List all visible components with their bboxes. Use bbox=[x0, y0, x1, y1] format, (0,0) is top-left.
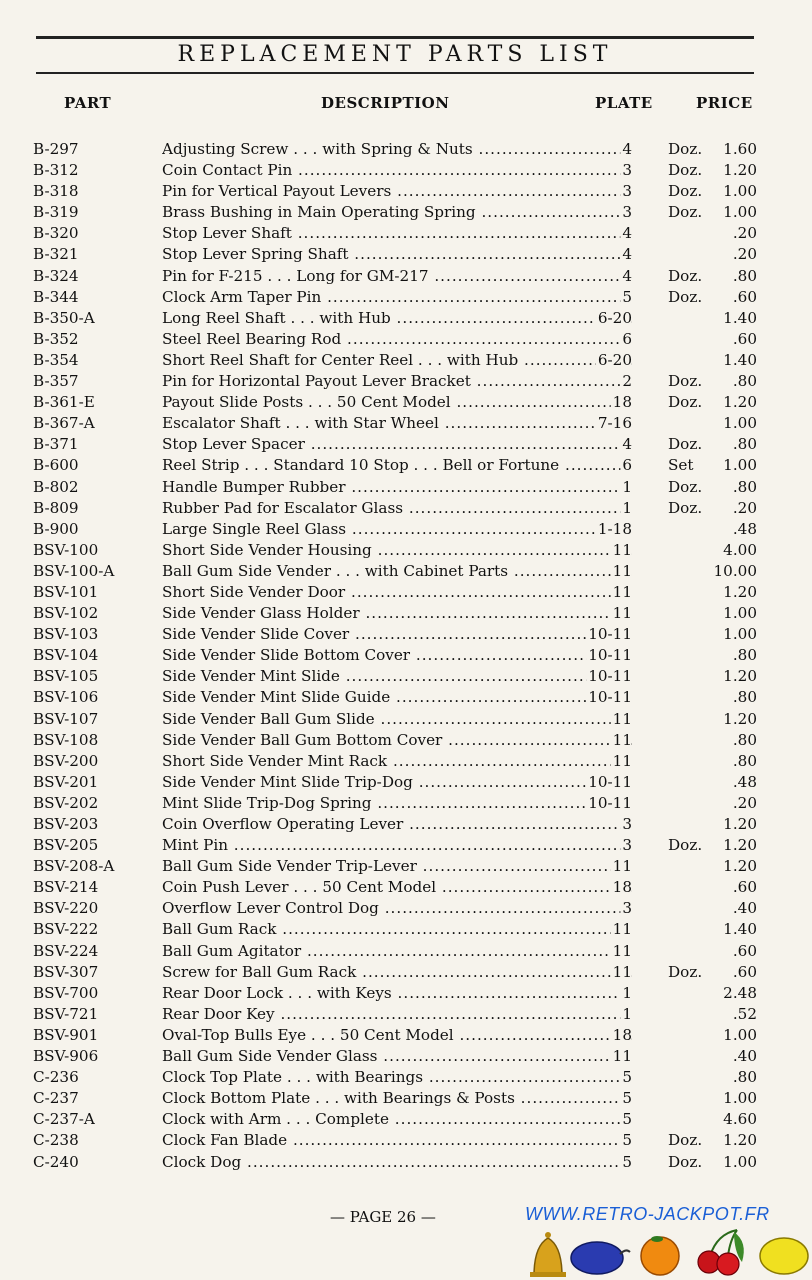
part-number: B-318 bbox=[33, 182, 79, 201]
part-description: Coin Push Lever . . . 50 Cent Model ..... bbox=[162, 877, 632, 898]
part-description: Stop Lever Shaft ..... bbox=[162, 223, 632, 244]
part-description: Short Side Vender Housing ..... bbox=[162, 540, 632, 561]
part-description: Pin for F-215 . . . Long for GM-217 ..... bbox=[162, 266, 632, 287]
part-price: 1.20 bbox=[723, 161, 757, 180]
part-number: BSV-104 bbox=[33, 646, 99, 665]
plate-number: 11 bbox=[611, 856, 632, 877]
part-price: 1.00 bbox=[723, 1025, 757, 1044]
table-row bbox=[0, 540, 812, 561]
part-description: Side Vender Ball Gum Slide ..... bbox=[162, 709, 632, 730]
price-unit: Doz. bbox=[668, 372, 703, 391]
table-row bbox=[0, 1109, 812, 1130]
part-description: Stop Lever Spacer ..... bbox=[162, 434, 632, 455]
part-price: 1.20 bbox=[723, 836, 757, 855]
part-number: B-371 bbox=[33, 435, 79, 454]
price-unit: Doz. bbox=[668, 962, 703, 981]
plate-number: 3 bbox=[620, 814, 632, 835]
part-number: BSV-901 bbox=[33, 1025, 99, 1044]
price-unit: Set bbox=[668, 456, 694, 475]
part-number: BSV-721 bbox=[33, 1004, 99, 1023]
table-row bbox=[0, 624, 812, 645]
part-price: 10.00 bbox=[713, 561, 757, 580]
part-description: Mint Slide Trip-Dog Spring ..... bbox=[162, 793, 632, 814]
table-row bbox=[0, 266, 812, 287]
part-number: C-238 bbox=[33, 1131, 79, 1150]
price-unit: Doz. bbox=[668, 182, 703, 201]
part-description: Side Vender Glass Holder ..... bbox=[162, 603, 632, 624]
part-price: 1.20 bbox=[723, 1131, 757, 1150]
part-number: C-240 bbox=[33, 1152, 79, 1171]
part-price: .52 bbox=[732, 1004, 757, 1023]
part-number: B-367-A bbox=[33, 414, 95, 433]
page-title: REPLACEMENT PARTS LIST bbox=[177, 42, 613, 67]
part-number: BSV-100-A bbox=[33, 561, 115, 580]
plate-number: 1 bbox=[620, 1004, 632, 1025]
part-number: BSV-203 bbox=[33, 815, 99, 833]
part-price: .40 bbox=[732, 1047, 757, 1066]
part-price: 1.00 bbox=[723, 414, 757, 433]
part-number: B-361-E bbox=[33, 393, 95, 412]
part-number: BSV-100 bbox=[33, 540, 99, 559]
slot-symbols-logo bbox=[512, 1226, 812, 1280]
table-row bbox=[0, 582, 812, 603]
table-row bbox=[0, 413, 812, 434]
part-description: Steel Reel Bearing Rod ..... bbox=[162, 329, 632, 350]
part-description: Mint Pin ..... bbox=[162, 835, 632, 856]
plate-number: 4 bbox=[620, 266, 632, 287]
part-price: 1.00 bbox=[723, 203, 757, 222]
table-row bbox=[0, 983, 812, 1004]
table-row bbox=[0, 730, 812, 751]
part-number: B-319 bbox=[33, 203, 79, 222]
plate-number: 4 bbox=[620, 223, 632, 244]
part-description: Adjusting Screw . . . with Spring & Nuts ..... bbox=[162, 139, 632, 160]
plate-number: 1 bbox=[620, 983, 632, 1004]
part-number: B-900 bbox=[33, 519, 79, 538]
part-description: Side Vender Mint Slide Guide ..... bbox=[162, 687, 632, 708]
price-unit: Doz. bbox=[668, 287, 703, 306]
table-row bbox=[0, 814, 812, 835]
plate-number: 18 bbox=[611, 392, 632, 413]
part-description: Coin Overflow Operating Lever ..... bbox=[162, 814, 632, 835]
part-price: .48 bbox=[732, 772, 757, 791]
part-number: B-324 bbox=[33, 266, 79, 285]
plum-icon bbox=[571, 1242, 630, 1274]
table-row bbox=[0, 603, 812, 624]
plate-number: 18 bbox=[611, 1025, 632, 1046]
part-description: Ball Gum Side Vender Glass ..... bbox=[162, 1046, 632, 1067]
part-number: BSV-105 bbox=[33, 667, 99, 686]
plate-number: 5 bbox=[620, 1152, 632, 1173]
table-row bbox=[0, 1046, 812, 1067]
part-number: BSV-102 bbox=[33, 604, 99, 623]
part-description: Overflow Lever Control Dog ..... bbox=[162, 898, 632, 919]
part-description: Rear Door Lock . . . with Keys ..... bbox=[162, 983, 632, 1004]
lemon-icon bbox=[760, 1238, 808, 1274]
table-row bbox=[0, 477, 812, 498]
table-row bbox=[0, 329, 812, 350]
price-unit: Doz. bbox=[668, 1131, 703, 1150]
part-description: Clock Top Plate . . . with Bearings ..... bbox=[162, 1067, 632, 1088]
table-row bbox=[0, 772, 812, 793]
table-row bbox=[0, 202, 812, 223]
part-price: .20 bbox=[732, 245, 757, 264]
part-price: .60 bbox=[732, 287, 757, 306]
plate-number: 10-11 bbox=[586, 645, 632, 666]
plate-number: 11 bbox=[611, 561, 632, 582]
part-price: 1.00 bbox=[723, 182, 757, 201]
table-row bbox=[0, 350, 812, 371]
plate-number: 6-20 bbox=[596, 350, 632, 371]
part-price: .20 bbox=[732, 498, 757, 517]
part-number: B-357 bbox=[33, 372, 79, 391]
table-row bbox=[0, 1130, 812, 1151]
table-row bbox=[0, 308, 812, 329]
part-number: BSV-107 bbox=[33, 709, 99, 728]
part-price: .40 bbox=[732, 899, 757, 918]
part-number: C-237 bbox=[33, 1089, 79, 1108]
part-number: B-320 bbox=[33, 224, 79, 243]
table-row bbox=[0, 1067, 812, 1088]
part-number: BSV-200 bbox=[33, 751, 99, 770]
column-header-description: DESCRIPTION bbox=[321, 94, 450, 112]
part-description: Clock Dog ..... bbox=[162, 1152, 632, 1173]
table-row bbox=[0, 392, 812, 413]
part-description: Long Reel Shaft . . . with Hub ..... bbox=[162, 308, 632, 329]
part-number: BSV-906 bbox=[33, 1047, 99, 1066]
part-price: .80 bbox=[732, 372, 757, 391]
part-price: 1.20 bbox=[723, 393, 757, 412]
table-row bbox=[0, 919, 812, 940]
part-description: Side Vender Slide Cover ..... bbox=[162, 624, 632, 645]
price-unit: Doz. bbox=[668, 266, 703, 285]
table-row bbox=[0, 287, 812, 308]
table-row bbox=[0, 223, 812, 244]
table-row bbox=[0, 835, 812, 856]
table-row bbox=[0, 455, 812, 476]
table-row bbox=[0, 160, 812, 181]
part-price: 1.20 bbox=[723, 857, 757, 876]
plate-number: 4 bbox=[620, 434, 632, 455]
price-unit: Doz. bbox=[668, 836, 703, 855]
part-price: .80 bbox=[732, 751, 757, 770]
price-unit: Doz. bbox=[668, 393, 703, 412]
part-price: 1.00 bbox=[723, 604, 757, 623]
table-row bbox=[0, 687, 812, 708]
part-number: BSV-106 bbox=[33, 688, 99, 707]
part-description: Side Vender Slide Bottom Cover ..... bbox=[162, 645, 632, 666]
price-unit: Doz. bbox=[668, 161, 703, 180]
plate-number: 4 bbox=[620, 139, 632, 160]
plate-number: 1-18 bbox=[596, 519, 632, 540]
part-description: Clock Fan Blade ..... bbox=[162, 1130, 632, 1151]
part-price: .60 bbox=[732, 878, 757, 897]
plate-number: 1 bbox=[620, 498, 632, 519]
part-description: Rear Door Key ..... bbox=[162, 1004, 632, 1025]
plate-number: 3 bbox=[620, 202, 632, 223]
table-row bbox=[0, 941, 812, 962]
plate-number: 3 bbox=[620, 160, 632, 181]
part-description: Side Vender Mint Slide ..... bbox=[162, 666, 632, 687]
table-row bbox=[0, 434, 812, 455]
part-price: 1.00 bbox=[723, 1152, 757, 1171]
plate-number: 5 bbox=[620, 1067, 632, 1088]
part-description: Rubber Pad for Escalator Glass ..... bbox=[162, 498, 632, 519]
part-number: B-354 bbox=[33, 350, 79, 369]
part-number: BSV-205 bbox=[33, 836, 99, 855]
parts-table bbox=[0, 139, 812, 1173]
plate-number: 11 bbox=[611, 1046, 632, 1067]
part-number: BSV-101 bbox=[33, 582, 99, 601]
part-price: .20 bbox=[732, 224, 757, 243]
part-number: BSV-307 bbox=[33, 962, 99, 981]
plate-number: 10-11 bbox=[586, 793, 632, 814]
plate-number: 6 bbox=[620, 329, 632, 350]
part-number: BSV-208-A bbox=[33, 857, 115, 876]
part-number: B-350-A bbox=[33, 308, 95, 327]
table-row bbox=[0, 898, 812, 919]
part-description: Reel Strip . . . Standard 10 Stop . . . Bell or Fortune ..... bbox=[162, 455, 632, 476]
part-description: Pin for Vertical Payout Levers ..... bbox=[162, 181, 632, 202]
part-price: .20 bbox=[732, 793, 757, 812]
plate-number: 10-11 bbox=[586, 687, 632, 708]
part-description: Large Single Reel Glass ..... bbox=[162, 519, 632, 540]
plate-number: 11 bbox=[611, 603, 632, 624]
plate-number: 3 bbox=[620, 835, 632, 856]
plate-number: 5 bbox=[620, 287, 632, 308]
plate-number: 11 bbox=[611, 919, 632, 940]
part-description: Oval-Top Bulls Eye . . . 50 Cent Model ..... bbox=[162, 1025, 632, 1046]
column-header-price: PRICE bbox=[696, 94, 753, 112]
part-description: Screw for Ball Gum Rack ..... bbox=[162, 962, 632, 983]
table-row bbox=[0, 498, 812, 519]
table-row bbox=[0, 519, 812, 540]
part-price: .60 bbox=[732, 329, 757, 348]
plate-number: 1 bbox=[620, 477, 632, 498]
part-price: 2.48 bbox=[723, 983, 757, 1002]
part-price: .80 bbox=[732, 646, 757, 665]
part-number: B-600 bbox=[33, 456, 79, 475]
part-price: 1.20 bbox=[723, 815, 757, 833]
part-price: 1.20 bbox=[723, 667, 757, 686]
column-header-part: PART bbox=[64, 94, 112, 112]
plate-number: 11 bbox=[611, 962, 632, 983]
table-row bbox=[0, 1088, 812, 1109]
plate-number: 5 bbox=[620, 1109, 632, 1130]
part-price: .80 bbox=[732, 1068, 757, 1087]
part-number: BSV-224 bbox=[33, 941, 99, 960]
part-price: 1.00 bbox=[723, 625, 757, 644]
part-number: BSV-214 bbox=[33, 878, 99, 897]
table-row bbox=[0, 645, 812, 666]
part-description: Ball Gum Side Vender . . . with Cabinet Parts ..... bbox=[162, 561, 632, 582]
part-number: B-321 bbox=[33, 245, 79, 264]
plate-number: 2 bbox=[620, 371, 632, 392]
table-row bbox=[0, 1004, 812, 1025]
part-price: 4.00 bbox=[723, 540, 757, 559]
plate-number: 6 bbox=[620, 455, 632, 476]
part-price: 1.40 bbox=[723, 350, 757, 369]
part-description: Payout Slide Posts . . . 50 Cent Model ..... bbox=[162, 392, 632, 413]
part-number: B-344 bbox=[33, 287, 79, 306]
cherries-icon bbox=[698, 1230, 744, 1275]
plate-number: 5 bbox=[620, 1130, 632, 1151]
part-price: 4.60 bbox=[723, 1110, 757, 1129]
top-rule bbox=[36, 36, 754, 39]
bell-icon bbox=[530, 1232, 566, 1277]
plate-number: 10-11 bbox=[586, 624, 632, 645]
plate-number: 11 bbox=[611, 582, 632, 603]
part-description: Stop Lever Spring Shaft ..... bbox=[162, 244, 632, 265]
table-row bbox=[0, 181, 812, 202]
plate-number: 18 bbox=[611, 877, 632, 898]
table-row bbox=[0, 371, 812, 392]
part-price: 1.00 bbox=[723, 456, 757, 475]
part-price: .80 bbox=[732, 266, 757, 285]
part-description: Escalator Shaft . . . with Star Wheel ..... bbox=[162, 413, 632, 434]
part-description: Brass Bushing in Main Operating Spring ..... bbox=[162, 202, 632, 223]
part-price: 1.20 bbox=[723, 582, 757, 601]
table-row bbox=[0, 561, 812, 582]
part-number: B-809 bbox=[33, 498, 79, 517]
part-number: C-237-A bbox=[33, 1110, 95, 1129]
part-number: BSV-103 bbox=[33, 625, 99, 644]
plate-number: 11 bbox=[611, 709, 632, 730]
part-number: B-802 bbox=[33, 477, 79, 496]
plate-number: 11 bbox=[611, 751, 632, 772]
plate-number: 11 bbox=[611, 941, 632, 962]
part-price: 1.00 bbox=[723, 1089, 757, 1108]
part-number: BSV-222 bbox=[33, 920, 99, 939]
watermark-url: WWW.RETRO-JACKPOT.FR bbox=[525, 1204, 770, 1224]
plate-number: 5 bbox=[620, 1088, 632, 1109]
table-row bbox=[0, 751, 812, 772]
plate-number: 10-11 bbox=[586, 772, 632, 793]
table-row bbox=[0, 666, 812, 687]
part-description: Ball Gum Agitator ..... bbox=[162, 941, 632, 962]
part-number: C-236 bbox=[33, 1068, 79, 1087]
part-number: BSV-108 bbox=[33, 730, 99, 749]
plate-number: 6-20 bbox=[596, 308, 632, 329]
part-number: B-352 bbox=[33, 329, 79, 348]
part-number: BSV-202 bbox=[33, 793, 99, 812]
plate-number: 11 bbox=[611, 730, 632, 751]
part-description: Side Vender Ball Gum Bottom Cover ..... bbox=[162, 730, 632, 751]
part-price: .80 bbox=[732, 730, 757, 749]
part-price: 1.20 bbox=[723, 709, 757, 728]
part-description: Side Vender Mint Slide Trip-Dog ..... bbox=[162, 772, 632, 793]
part-price: .60 bbox=[732, 962, 757, 981]
part-description: Clock Bottom Plate . . . with Bearings & Posts ..... bbox=[162, 1088, 632, 1109]
part-number: BSV-201 bbox=[33, 772, 99, 791]
orange-icon bbox=[641, 1236, 679, 1275]
part-description: Short Side Vender Mint Rack ..... bbox=[162, 751, 632, 772]
part-price: 1.40 bbox=[723, 308, 757, 327]
part-number: B-297 bbox=[33, 140, 79, 158]
part-price: .60 bbox=[732, 941, 757, 960]
part-number: BSV-220 bbox=[33, 899, 99, 918]
table-row bbox=[0, 793, 812, 814]
part-description: Clock Arm Taper Pin ..... bbox=[162, 287, 632, 308]
table-row bbox=[0, 139, 812, 160]
page-number: — PAGE 26 — bbox=[330, 1208, 436, 1226]
plate-number: 10-11 bbox=[586, 666, 632, 687]
part-description: Ball Gum Side Vender Trip-Lever ..... bbox=[162, 856, 632, 877]
table-row bbox=[0, 856, 812, 877]
part-price: .80 bbox=[732, 477, 757, 496]
plate-number: 7-16 bbox=[596, 413, 632, 434]
plate-number: 11 bbox=[611, 540, 632, 561]
part-description: Pin for Horizontal Payout Lever Bracket ..... bbox=[162, 371, 632, 392]
plate-number: 4 bbox=[620, 244, 632, 265]
part-price: .80 bbox=[732, 435, 757, 454]
table-row bbox=[0, 1152, 812, 1173]
price-unit: Doz. bbox=[668, 140, 703, 158]
part-description: Ball Gum Rack ..... bbox=[162, 919, 632, 940]
price-unit: Doz. bbox=[668, 435, 703, 454]
part-price: .80 bbox=[732, 688, 757, 707]
price-unit: Doz. bbox=[668, 477, 703, 496]
table-row bbox=[0, 962, 812, 983]
title-rule bbox=[36, 72, 754, 74]
table-row bbox=[0, 877, 812, 898]
part-description: Short Side Vender Door ..... bbox=[162, 582, 632, 603]
price-unit: Doz. bbox=[668, 498, 703, 517]
plate-number: 3 bbox=[620, 898, 632, 919]
table-row bbox=[0, 709, 812, 730]
table-row bbox=[0, 1025, 812, 1046]
part-number: B-312 bbox=[33, 161, 79, 180]
plate-number: 3 bbox=[620, 181, 632, 202]
part-price: .48 bbox=[732, 519, 757, 538]
part-price: 1.40 bbox=[723, 920, 757, 939]
part-price: 1.60 bbox=[723, 140, 757, 158]
column-header-plate: PLATE bbox=[595, 94, 653, 112]
price-unit: Doz. bbox=[668, 1152, 703, 1171]
table-row bbox=[0, 244, 812, 265]
part-description: Handle Bumper Rubber ..... bbox=[162, 477, 632, 498]
part-number: BSV-700 bbox=[33, 983, 99, 1002]
part-description: Clock with Arm . . . Complete ..... bbox=[162, 1109, 632, 1130]
part-description: Short Reel Shaft for Center Reel . . . with Hub ..... bbox=[162, 350, 632, 371]
price-unit: Doz. bbox=[668, 203, 703, 222]
part-description: Coin Contact Pin ..... bbox=[162, 160, 632, 181]
